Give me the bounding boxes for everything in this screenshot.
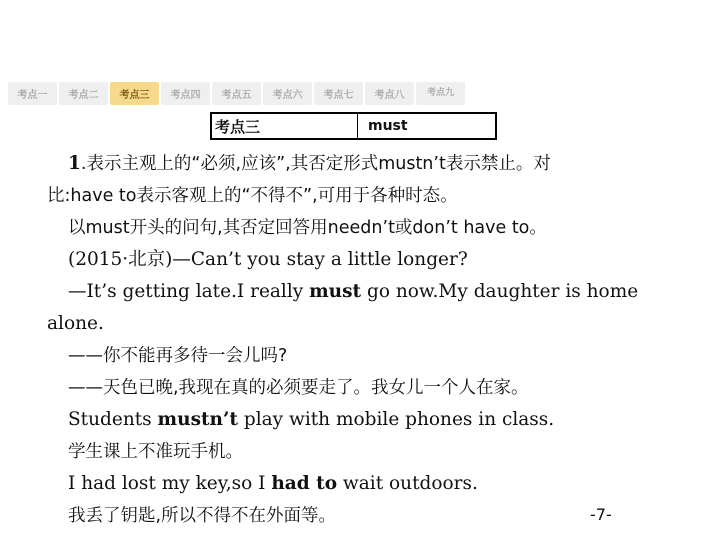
tab-section-8[interactable]: 考点八 — [365, 82, 414, 105]
tab-section-1[interactable]: 考点一 — [8, 82, 57, 105]
section-tabs — [8, 82, 468, 106]
example-1-translation-a — [47, 372, 667, 404]
example-3-translation — [47, 500, 667, 532]
content-body — [47, 148, 667, 532]
tab-section-5[interactable]: 考点五 — [212, 82, 261, 105]
example-1-answer-pre: —It’s getting late.I really — [68, 281, 310, 302]
tab-section-7[interactable]: 考点七 — [314, 82, 363, 105]
page-number: -7- — [590, 505, 612, 524]
translation-1: ——你不能再多待一会儿吗? — [68, 346, 288, 366]
tab-section-9[interactable]: 考点九 — [416, 82, 465, 105]
translation-4: 我丢了钥匙,所以不得不在外面等。 — [68, 506, 337, 526]
translation-3: 学生课上不准玩手机。 — [68, 442, 243, 462]
example-1-keyword: must — [309, 281, 362, 302]
example-3-pre: I had lost my key,so I — [68, 473, 272, 494]
example-2 — [47, 404, 667, 436]
rule-1-line-b — [47, 180, 667, 212]
example-3-keyword: had to — [271, 473, 338, 494]
example-2-translation — [47, 436, 667, 468]
section-header-word: must — [368, 118, 408, 134]
rule-2-text: 以must开头的问句,其否定回答用needn’t或don’t have to。 — [68, 218, 547, 238]
example-2-post: play with mobile phones in class. — [237, 409, 555, 430]
rule-number: 1 — [68, 153, 81, 174]
rule-1-text: .表示主观上的“必须,应该”,其否定形式mustn’t表示禁止。对 — [80, 154, 551, 174]
tab-section-6[interactable]: 考点六 — [263, 82, 312, 105]
translation-2: ——天色已晚,我现在真的必须要走了。我女儿一个人在家。 — [68, 378, 529, 398]
tab-section-3[interactable]: 考点三 — [110, 82, 159, 105]
rule-1-line-a — [47, 148, 667, 180]
section-header-table — [210, 112, 497, 140]
example-1-answer — [47, 276, 667, 308]
example-2-pre: Students — [68, 409, 158, 430]
rule-2-line — [47, 212, 667, 244]
example-1-answer-cont: alone. — [47, 313, 104, 334]
example-3 — [47, 468, 667, 500]
example-2-keyword: mustn’t — [157, 409, 238, 430]
tab-section-2[interactable]: 考点二 — [59, 82, 108, 105]
rule-1-text-cont: 比:have to表示客观上的“不得不”,可用于各种时态。 — [47, 186, 458, 206]
tab-section-4[interactable]: 考点四 — [161, 82, 210, 105]
example-1-answer-post: go now.My daughter is home — [361, 281, 639, 302]
section-header-label: 考点三 — [212, 114, 358, 138]
example-1-translation-q — [47, 340, 667, 372]
example-3-post: wait outdoors. — [337, 473, 478, 494]
example-1-question: (2015·北京)—Can’t you stay a little longer? — [68, 249, 468, 270]
